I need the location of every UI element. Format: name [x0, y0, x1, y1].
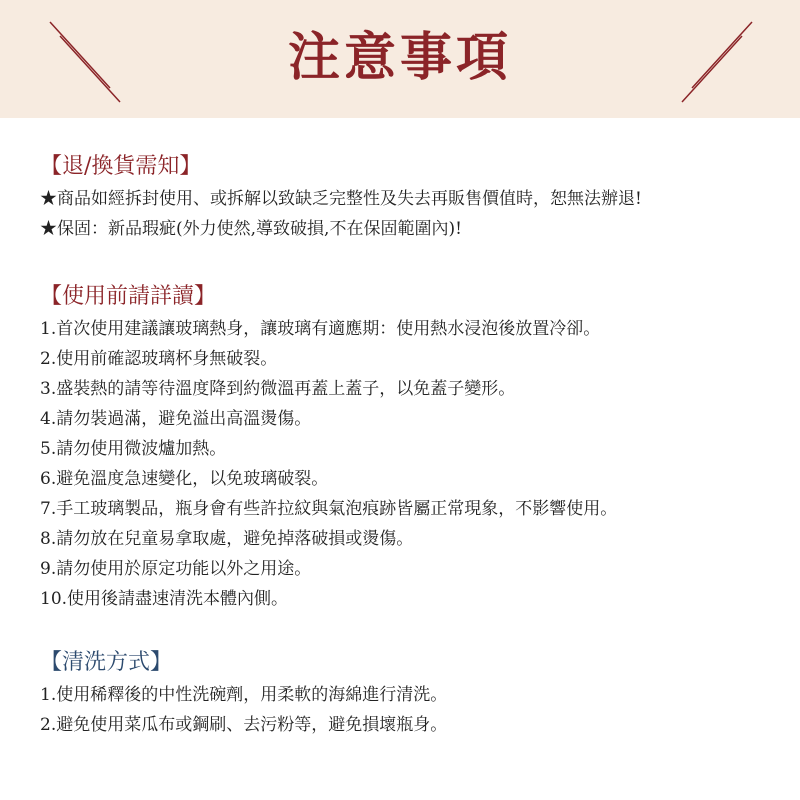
returns-line: ★商品如經拆封使用、或拆解以致缺乏完整性及失去再販售價值時，恕無法辦退!	[40, 189, 642, 209]
usage-line: 3.盛裝熱的請等待溫度降到約微溫再蓋上蓋子，以免蓋子變形。	[40, 379, 516, 399]
page-title: 注意事項	[287, 27, 512, 88]
cleaning-section	[40, 648, 780, 740]
header-banner	[0, 0, 800, 118]
usage-line: 2.使用前確認玻璃杯身無破裂。	[40, 349, 278, 369]
cleaning-line: 1.使用稀釋後的中性洗碗劑，用柔軟的海綿進行清洗。	[40, 685, 448, 705]
usage-line: 4.請勿裝過滿，避免溢出高溫燙傷。	[40, 409, 312, 429]
usage-line: 6.避免溫度急速變化，以免玻璃破裂。	[40, 469, 329, 489]
decorative-slash-lines-right	[676, 18, 756, 104]
cleaning-heading: 【清洗方式】	[40, 650, 173, 675]
returns-heading: 【退/換貨需知】	[40, 154, 202, 179]
cleaning-line: 2.避免使用菜瓜布或鋼刷、去污粉等，避免損壞瓶身。	[40, 715, 448, 735]
usage-section	[40, 282, 780, 614]
usage-heading: 【使用前請詳讀】	[40, 284, 217, 309]
usage-line: 10.使用後請盡速清洗本體內側。	[40, 589, 289, 609]
usage-line: 8.請勿放在兒童易拿取處，避免掉落破損或燙傷。	[40, 529, 414, 549]
usage-line: 1.首次使用建議讓玻璃熱身，讓玻璃有適應期：使用熱水浸泡後放置冷卻。	[40, 319, 601, 339]
usage-line: 7.手工玻璃製品，瓶身會有些許拉紋與氣泡痕跡皆屬正常現象，不影響使用。	[40, 499, 618, 519]
returns-line: ★保固：新品瑕疵(外力使然,導致破損,不在保固範圍內)!	[40, 219, 462, 239]
returns-section	[40, 152, 780, 244]
usage-line: 9.請勿使用於原定功能以外之用途。	[40, 559, 312, 579]
usage-line: 5.請勿使用微波爐加熱。	[40, 439, 227, 459]
